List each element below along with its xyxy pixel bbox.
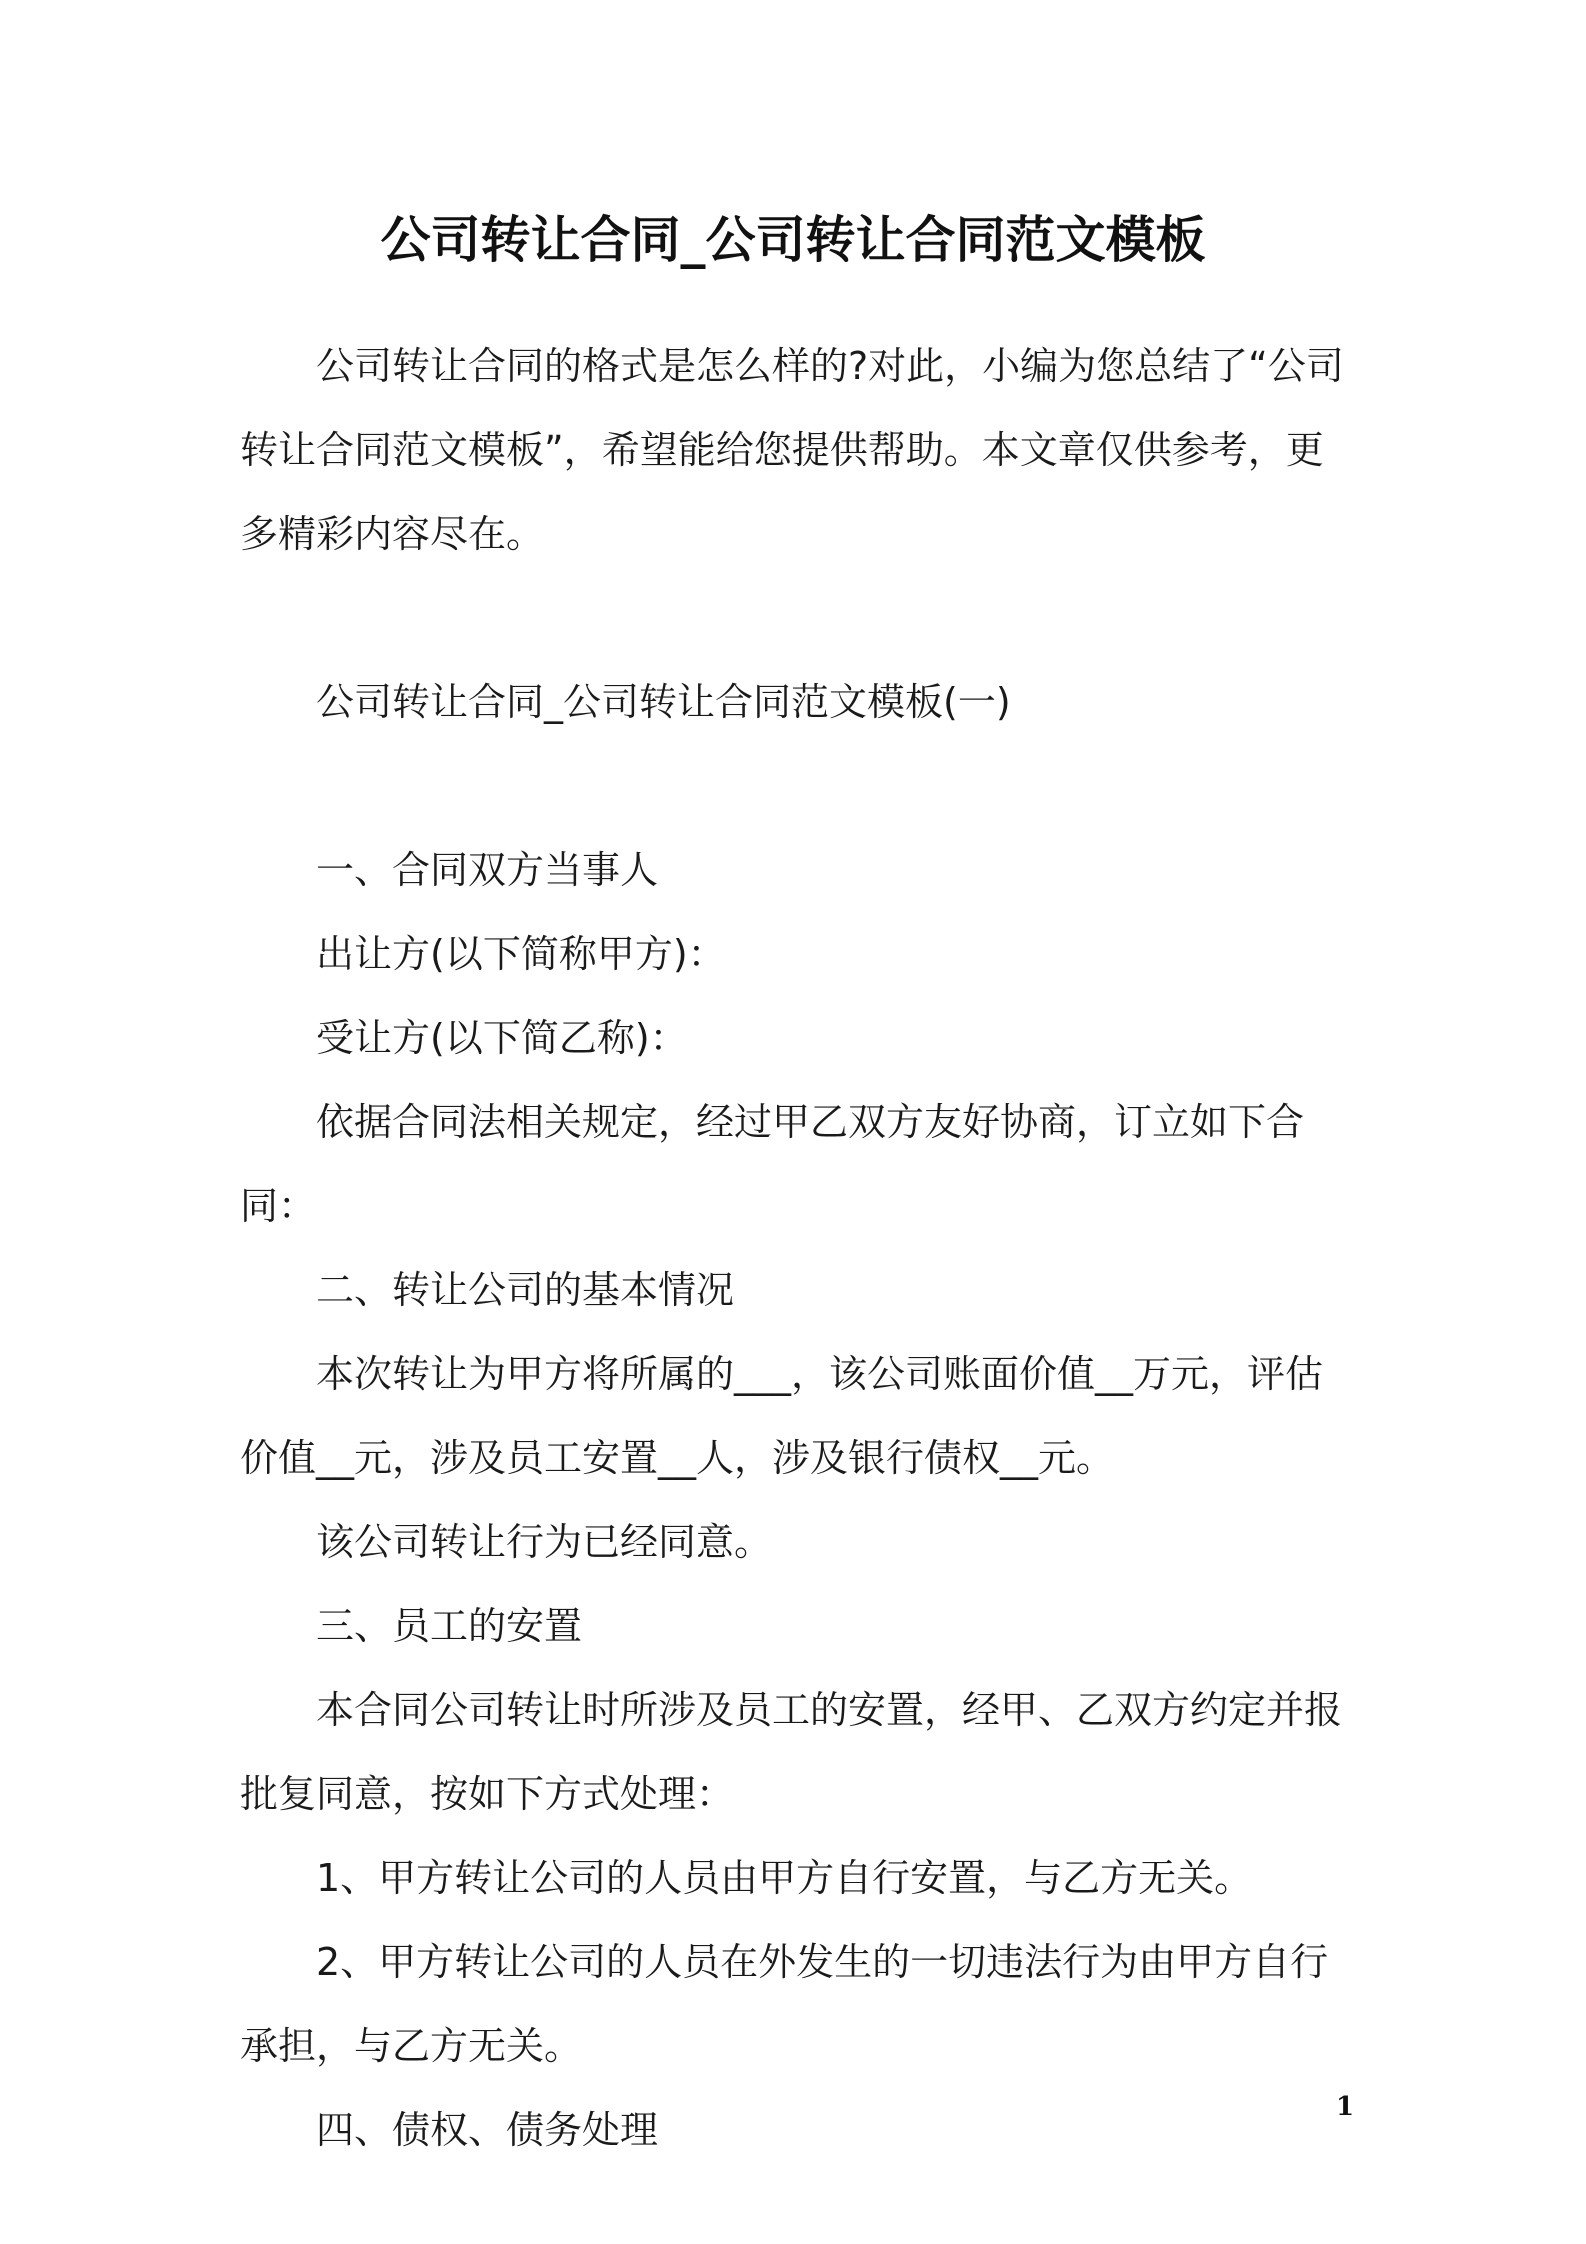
- paragraph-company-info-heading: 二、转让公司的基本情况: [316, 1268, 735, 1312]
- paragraph-staff-heading: 三、员工的安置: [316, 1604, 583, 1648]
- paragraph-party-b: 受让方(以下简乙称)：: [316, 1016, 688, 1060]
- document-body: [240, 324, 1360, 2172]
- intro-paragraph: 公司转让合同的格式是怎么样的?对此，小编为您总结了“公司转让合同范文模板”，希望能给您提供帮助。本文章仅供参考，更多精彩内容尽在。: [240, 344, 1344, 556]
- page-number: 1: [1336, 2092, 1355, 2122]
- spacer: [240, 576, 1360, 660]
- spacer: [240, 744, 1360, 828]
- paragraph-company-info: 本次转让为甲方将所属的___，该公司账面价值__万元，评估价值__元，涉及员工安置__人，涉及银行债权__元。: [240, 1352, 1324, 1480]
- paragraph-party-a: 出让方(以下简称甲方)：: [316, 932, 726, 976]
- paragraph-staff-item-1: 1、甲方转让公司的人员由甲方自行安置，与乙方无关。: [316, 1856, 1253, 1900]
- paragraph-staff-item-2: 2、甲方转让公司的人员在外发生的一切违法行为由甲方自行承担，与乙方无关。: [240, 1940, 1329, 2068]
- paragraph-staff-arrangement: 本合同公司转让时所涉及员工的安置，经甲、乙双方约定并报批复同意，按如下方式处理：: [240, 1688, 1343, 1816]
- paragraph-consent: 该公司转让行为已经同意。: [316, 1520, 773, 1564]
- paragraph-basis: 依据合同法相关规定，经过甲乙双方友好协商，订立如下合同：: [240, 1100, 1305, 1228]
- section-heading: 公司转让合同_公司转让合同范文模板(一): [316, 680, 1011, 724]
- document-title: 公司转让合同_公司转让合同范文模板: [380, 211, 1206, 269]
- paragraph-parties-heading: 一、合同双方当事人: [316, 848, 659, 892]
- paragraph-debt-heading: 四、债权、债务处理: [316, 2108, 659, 2152]
